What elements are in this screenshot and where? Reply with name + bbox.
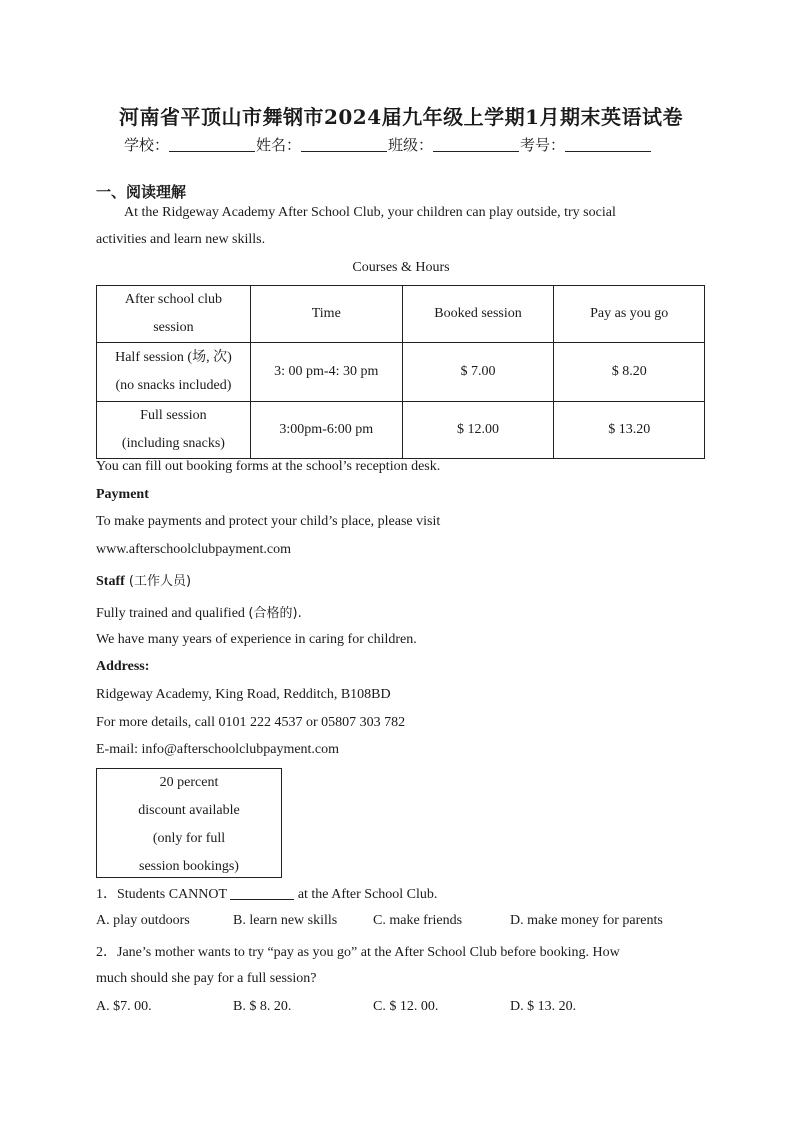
address-heading: Address: <box>96 659 150 674</box>
discount-line-2: discount available <box>138 803 240 818</box>
payment-url[interactable]: www.afterschoolclubpayment.com <box>96 542 292 557</box>
row-booked-cell: $ 7.00 <box>402 343 554 402</box>
question-2-stem-line-2: much should she pay for a full session? <box>96 971 317 986</box>
intro-line-2: activities and learn new skills. <box>96 232 266 247</box>
staff-line-2: We have many years of experience in caring for children. <box>96 632 417 647</box>
row-name-cell <box>97 343 251 402</box>
details-line: For more details, call 0101 222 4537 or 05807 303 782 <box>96 715 406 730</box>
row-name-cell <box>97 402 251 459</box>
school-label: 学校： <box>124 136 170 154</box>
student-info-line <box>124 134 652 155</box>
payment-line: To make payments and protect your child’s place, please visit <box>96 514 441 529</box>
exam-number-blank[interactable] <box>565 137 651 152</box>
staff-line <box>96 570 191 590</box>
row-payg-cell: $ 13.20 <box>554 402 705 459</box>
name-label: 姓名： <box>256 136 302 154</box>
row-time-cell: 3:00pm-6:00 pm <box>250 402 402 459</box>
question-1-option-c[interactable]: C. make friends <box>373 913 463 928</box>
question-1-option-b[interactable]: B. learn new skills <box>233 913 338 928</box>
question-2-option-d[interactable]: D. $ 13. 20. <box>510 999 577 1014</box>
table-header-row <box>97 286 705 343</box>
class-label: 班级： <box>388 136 434 154</box>
staff-note: (工作人员) <box>124 574 192 589</box>
header-cell-time: Time <box>250 286 402 343</box>
courses-table <box>96 285 705 459</box>
staff-heading: Staff <box>96 574 125 589</box>
question-2-option-b[interactable]: B. $ 8. 20. <box>233 999 292 1014</box>
staff-line-1-text: Fully trained and qualified <box>96 606 249 621</box>
header-col0-line2: session <box>153 320 194 335</box>
header-cell-booked: Booked session <box>402 286 554 343</box>
question-1-option-d[interactable]: D. make money for parents <box>510 913 663 928</box>
booking-line: You can fill out booking forms at the school’s reception desk. <box>96 459 441 474</box>
discount-line-1: 20 percent <box>159 775 219 790</box>
row-name-line2: (including snacks) <box>121 436 225 451</box>
discount-line-3: (only for full <box>152 831 226 846</box>
table-caption: Courses & Hours <box>352 260 450 275</box>
staff-line-1 <box>96 602 302 622</box>
header-cell-club-session <box>97 286 251 343</box>
discount-box <box>96 768 282 878</box>
exam-number-label: 考号： <box>520 136 566 154</box>
address-line: Ridgeway Academy, King Road, Redditch, B108BD <box>96 687 391 702</box>
row-name-line1: Full session <box>140 408 207 423</box>
table-row <box>97 343 705 402</box>
page-title: 河南省平顶山市舞钢市2024届九年级上学期1月期末英语试卷 <box>118 105 684 129</box>
row-payg-cell: $ 8.20 <box>554 343 705 402</box>
class-blank[interactable] <box>433 137 519 152</box>
question-2-option-a[interactable]: A. $7. 00. <box>96 999 152 1014</box>
question-1-blank[interactable] <box>230 886 294 900</box>
question-1-stem <box>96 883 437 903</box>
question-1-option-a[interactable]: A. play outdoors <box>96 913 190 928</box>
section-heading: 一、阅读理解 <box>96 183 187 201</box>
payment-heading: Payment <box>96 487 149 502</box>
row-booked-cell: $ 12.00 <box>402 402 554 459</box>
question-2-option-c[interactable]: C. $ 12. 00. <box>373 999 439 1014</box>
row-time-cell: 3: 00 pm-4: 30 pm <box>250 343 402 402</box>
row-name-line1: Half session (场, 次) <box>115 350 232 365</box>
row-name-line2: (no snacks included) <box>115 378 232 393</box>
header-cell-payg: Pay as you go <box>554 286 705 343</box>
email-line: E-mail: info@afterschoolclubpayment.com <box>96 742 340 757</box>
discount-line-4: session bookings) <box>139 859 239 874</box>
header-col0-line1: After school club <box>124 292 223 307</box>
intro-line-1: At the Ridgeway Academy After School Club, your children can play outside, try social <box>124 205 616 220</box>
question-2-stem-line-1: 2．Jane’s mother wants to try “pay as you go” at the After School Club before booking. How <box>96 945 620 960</box>
question-1-prefix: 1．Students CANNOT <box>96 887 231 902</box>
name-blank[interactable] <box>301 137 387 152</box>
table-row <box>97 402 705 459</box>
school-blank[interactable] <box>169 137 255 152</box>
staff-line-1-cn: (合格的). <box>248 606 302 621</box>
question-1-suffix: at the After School Club. <box>294 887 438 902</box>
